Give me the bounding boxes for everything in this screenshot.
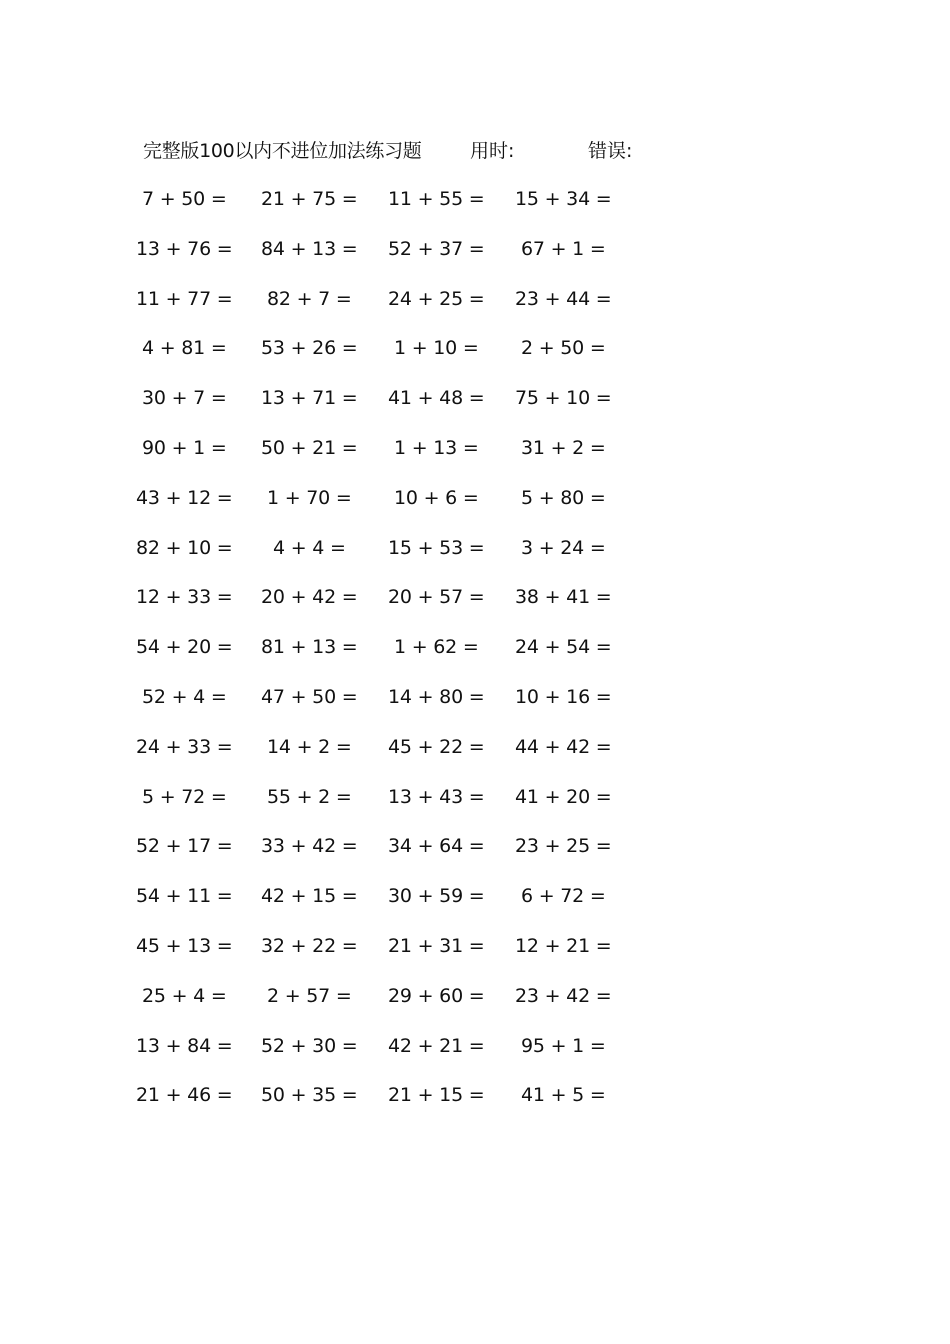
- problem-r10-c1: 54 + 20 =: [136, 636, 233, 659]
- problem-r5-c3: 41 + 48 =: [388, 387, 485, 410]
- problem-r8-c4: 3 + 24 =: [521, 536, 606, 559]
- problem-r19-c1: 21 + 46 =: [136, 1084, 233, 1107]
- problem-r4-c4: 2 + 50 =: [521, 337, 606, 360]
- problem-r11-c3: 14 + 80 =: [388, 686, 485, 708]
- problem-r10-c2: 81 + 13 =: [261, 636, 358, 659]
- problem-r16-c2: 32 + 22 =: [261, 935, 358, 957]
- problem-r6-c1: 90 + 1 =: [142, 437, 227, 459]
- problem-r17-c1: 25 + 4 =: [142, 984, 227, 1007]
- problem-r10-c4: 24 + 54 =: [515, 636, 612, 659]
- problem-r12-c3: 45 + 22 =: [388, 735, 485, 758]
- problem-r14-c3: 34 + 64 =: [388, 835, 485, 858]
- problem-r6-c2: 50 + 21 =: [261, 437, 358, 459]
- problem-r12-c1: 24 + 33 =: [136, 735, 233, 758]
- problem-r13-c2: 55 + 2 =: [267, 785, 352, 808]
- problem-r13-c3: 13 + 43 =: [388, 785, 485, 808]
- problem-r2-c4: 67 + 1 =: [521, 237, 606, 260]
- problem-r9-c3: 20 + 57 =: [388, 586, 485, 609]
- problem-r1-c3: 11 + 55 =: [388, 188, 485, 210]
- problem-r8-c1: 82 + 10 =: [136, 536, 233, 559]
- problem-r7-c2: 1 + 70 =: [267, 486, 352, 509]
- problem-r14-c4: 23 + 25 =: [515, 835, 612, 858]
- problem-r15-c4: 6 + 72 =: [521, 885, 606, 908]
- problem-r15-c2: 42 + 15 =: [261, 885, 358, 908]
- problem-r8-c3: 15 + 53 =: [388, 536, 485, 559]
- problem-r14-c2: 33 + 42 =: [261, 835, 358, 858]
- problem-r18-c4: 95 + 1 =: [521, 1034, 606, 1057]
- problem-r15-c3: 30 + 59 =: [388, 885, 485, 908]
- problem-r11-c4: 10 + 16 =: [515, 686, 612, 708]
- problem-r1-c4: 15 + 34 =: [515, 188, 612, 210]
- problem-r18-c1: 13 + 84 =: [136, 1034, 233, 1057]
- problem-r17-c2: 2 + 57 =: [267, 984, 352, 1007]
- problem-r7-c4: 5 + 80 =: [521, 486, 606, 509]
- problem-r9-c1: 12 + 33 =: [136, 586, 233, 609]
- problem-r16-c1: 45 + 13 =: [136, 935, 233, 957]
- problem-r15-c1: 54 + 11 =: [136, 885, 233, 908]
- problem-r5-c1: 30 + 7 =: [142, 387, 227, 410]
- problem-r12-c4: 44 + 42 =: [515, 735, 612, 758]
- problem-r6-c4: 31 + 2 =: [521, 437, 606, 459]
- problem-r10-c3: 1 + 62 =: [394, 636, 479, 659]
- problem-r13-c1: 5 + 72 =: [142, 785, 227, 808]
- problem-r9-c4: 38 + 41 =: [515, 586, 612, 609]
- time-used-label: 用时:: [470, 140, 515, 162]
- problem-r8-c2: 4 + 4 =: [273, 536, 346, 559]
- problem-r18-c2: 52 + 30 =: [261, 1034, 358, 1057]
- problem-r7-c1: 43 + 12 =: [136, 486, 233, 509]
- problem-r16-c3: 21 + 31 =: [388, 935, 485, 957]
- problem-r17-c4: 23 + 42 =: [515, 984, 612, 1007]
- problem-r3-c4: 23 + 44 =: [515, 287, 612, 310]
- problem-r12-c2: 14 + 2 =: [267, 735, 352, 758]
- problem-r2-c1: 13 + 76 =: [136, 237, 233, 260]
- problem-r7-c3: 10 + 6 =: [394, 486, 479, 509]
- problem-r4-c3: 1 + 10 =: [394, 337, 479, 360]
- problem-r2-c2: 84 + 13 =: [261, 237, 358, 260]
- worksheet-title: 完整版100以内不进位加法练习题: [143, 140, 422, 162]
- problem-r19-c3: 21 + 15 =: [388, 1084, 485, 1107]
- problem-r5-c4: 75 + 10 =: [515, 387, 612, 410]
- problem-r3-c1: 11 + 77 =: [136, 287, 233, 310]
- problem-r13-c4: 41 + 20 =: [515, 785, 612, 808]
- problem-r3-c3: 24 + 25 =: [388, 287, 485, 310]
- problem-r5-c2: 13 + 71 =: [261, 387, 358, 410]
- problem-r4-c2: 53 + 26 =: [261, 337, 358, 360]
- problem-r19-c4: 41 + 5 =: [521, 1084, 606, 1107]
- problem-r2-c3: 52 + 37 =: [388, 237, 485, 260]
- problem-r19-c2: 50 + 35 =: [261, 1084, 358, 1107]
- problem-r16-c4: 12 + 21 =: [515, 935, 612, 957]
- problem-r3-c2: 82 + 7 =: [267, 287, 352, 310]
- problem-r1-c2: 21 + 75 =: [261, 188, 358, 210]
- errors-label: 错误:: [588, 140, 633, 162]
- problem-r18-c3: 42 + 21 =: [388, 1034, 485, 1057]
- problem-r11-c1: 52 + 4 =: [142, 686, 227, 708]
- problem-r11-c2: 47 + 50 =: [261, 686, 358, 708]
- worksheet-header: [0, 136, 950, 166]
- problem-r6-c3: 1 + 13 =: [394, 437, 479, 459]
- problem-r17-c3: 29 + 60 =: [388, 984, 485, 1007]
- problem-r1-c1: 7 + 50 =: [142, 188, 227, 210]
- problem-r4-c1: 4 + 81 =: [142, 337, 227, 360]
- problem-r9-c2: 20 + 42 =: [261, 586, 358, 609]
- problem-r14-c1: 52 + 17 =: [136, 835, 233, 858]
